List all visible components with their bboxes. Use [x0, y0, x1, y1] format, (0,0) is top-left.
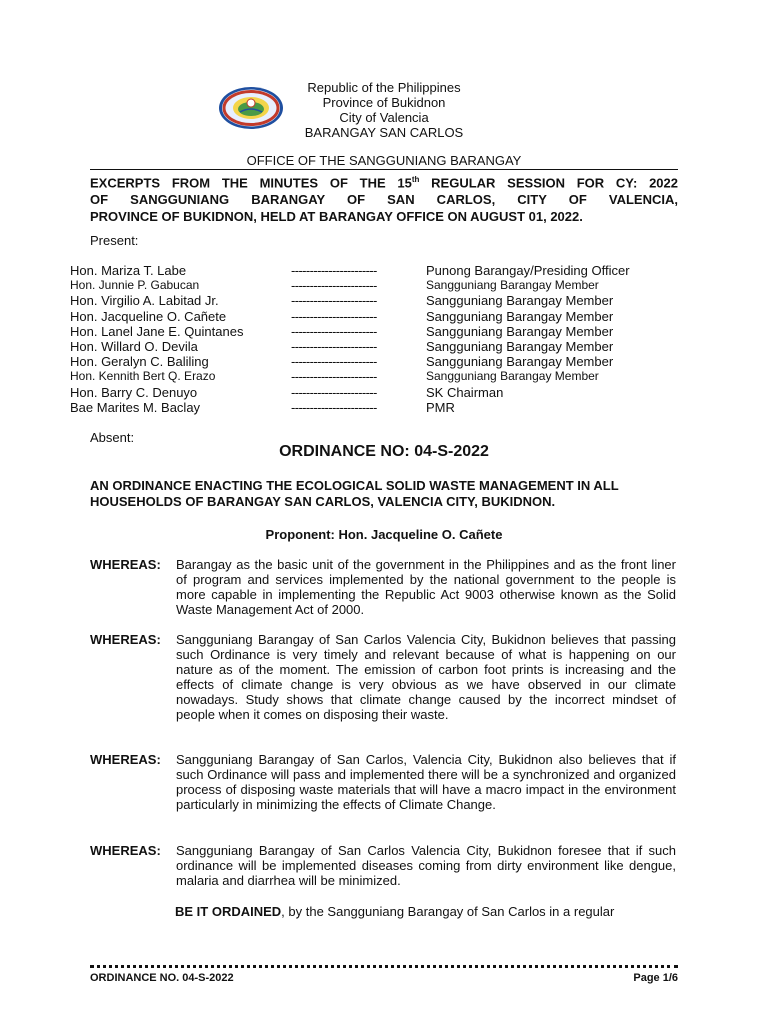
attendee-name: Hon. Willard O. Devila	[70, 339, 198, 354]
header-province: Province of Bukidnon	[322, 95, 446, 110]
attendee-role: Sangguniang Barangay Member	[426, 278, 599, 293]
absent-label: Absent:	[90, 430, 135, 445]
attendee-role: SK Chairman	[426, 384, 504, 400]
attendee-row	[70, 339, 690, 354]
attendee-dash-separator: -----------------------	[291, 399, 377, 415]
attendee-role: Sangguniang Barangay Member	[426, 308, 614, 324]
attendee-role: Sangguniang Barangay Member	[426, 323, 614, 339]
attendee-name: Hon. Barry C. Denuyo	[70, 384, 198, 400]
attendee-dash-separator: -----------------------	[291, 339, 377, 354]
footer-ordinance-no: ORDINANCE NO. 04-S-2022	[90, 972, 234, 984]
header-barangay: BARANGAY SAN CARLOS	[304, 125, 464, 140]
attendee-row	[70, 309, 690, 324]
attendee-role: Sangguniang Barangay Member	[426, 369, 599, 384]
attendee-row	[70, 354, 690, 369]
attendee-row	[70, 263, 690, 278]
attendee-name: Hon. Kennith Bert Q. Erazo	[70, 369, 216, 384]
attendee-name: Hon. Jacqueline O. Cañete	[70, 308, 227, 324]
attendee-role: Punong Barangay/Presiding Officer	[426, 263, 630, 278]
attendee-dash-separator: -----------------------	[291, 278, 377, 294]
whereas-label-1: WHEREAS:	[90, 557, 161, 572]
whereas-word: WHEREAS	[90, 557, 157, 572]
ordained-text: , by the Sangguniang Barangay of San Carlos in a regular	[281, 904, 615, 919]
attendee-row	[70, 293, 690, 308]
attendee-name: Hon. Mariza T. Labe	[70, 263, 187, 278]
whereas-clause-4	[176, 843, 676, 888]
whereas-clause-2	[176, 632, 676, 722]
attendee-role: PMR	[426, 399, 455, 415]
attendee-row	[70, 278, 690, 293]
excerpt-line-1b: REGULAR SESSION FOR CY: 2022	[419, 175, 678, 191]
whereas-word: WHEREAS	[90, 752, 157, 767]
attendee-role: Sangguniang Barangay Member	[426, 339, 614, 354]
whereas-text-3: Sangguniang Barangay of San Carlos, Valencia City, Bukidnon also believes that if such Ordinance will pass and implemented there will be a synchronized and organized process of disposing waste materials that will have a macro impact in the environment particularly in minimizing the effects of Climate Change.	[176, 752, 676, 812]
attendee-row	[70, 369, 690, 384]
footer-divider	[90, 965, 678, 968]
present-label: Present:	[90, 233, 139, 248]
proponent: Proponent: Hon. Jacqueline O. Cañete	[265, 527, 503, 542]
attendee-name: Hon. Geralyn C. Baliling	[70, 354, 209, 370]
whereas-clause-3	[176, 752, 676, 812]
excerpt-sup: th	[411, 175, 420, 184]
excerpt-line-3: PROVINCE OF BUKIDNON, HELD AT BARANGAY OFFICE ON AUGUST 01, 2022.	[90, 209, 583, 225]
whereas-label-2: WHEREAS:	[90, 632, 161, 647]
attendee-role: Sangguniang Barangay Member	[426, 293, 614, 309]
attendee-dash-separator: -----------------------	[291, 308, 377, 324]
attendee-name: Bae Marites M. Baclay	[70, 399, 201, 415]
attendee-row	[70, 385, 690, 400]
attendee-name: Hon. Virgilio A. Labitad Jr.	[70, 293, 219, 309]
office-title: OFFICE OF THE SANGGUNIANG BARANGAY	[246, 153, 522, 168]
attendee-name: Hon. Junnie P. Gabucan	[70, 278, 200, 293]
excerpt-line-1	[90, 171, 678, 191]
header-republic: Republic of the Philippines	[307, 80, 461, 95]
attendee-dash-separator: -----------------------	[291, 323, 377, 339]
whereas-text-1: Barangay as the basic unit of the government in the Philippines and as the front liner of program and services implemented by the national government to the people is more capable in implementing the Republic Act 9003 otherwise known as the Solid Waste Management Act of 2000.	[176, 557, 676, 617]
footer-page-number: Page 1/6	[633, 972, 678, 984]
whereas-label-3: WHEREAS:	[90, 752, 161, 767]
attendee-dash-separator: -----------------------	[291, 384, 377, 400]
attendee-name: Hon. Lanel Jane E. Quintanes	[70, 323, 244, 339]
whereas-label-4: WHEREAS:	[90, 843, 161, 858]
attendee-dash-separator: -----------------------	[291, 354, 377, 370]
whereas-clause-1	[176, 557, 676, 617]
attendee-dash-separator: -----------------------	[291, 293, 377, 309]
attendee-row	[70, 400, 690, 415]
be-it-ordained	[175, 904, 677, 920]
whereas-text-4: Sangguniang Barangay of San Carlos Valencia City, Bukidnon foresee that if such ordinance will be implemented diseases coming from dirty environment like dengue, malaria and diarrhea will be minimized.	[176, 843, 676, 888]
excerpt-line-1a: EXCERPTS FROM THE MINUTES OF THE 15	[90, 175, 412, 191]
attendee-row	[70, 324, 690, 339]
whereas-text-2: Sangguniang Barangay of San Carlos Valencia City, Bukidnon believes that passing such Ordinance is very timely and relevant because of what is happening on our nature as of the moment. The emission of carbon foot prints is increasing and the effects of climate change is very obvious as we have observed in our climate nowadays. Study shows that climate change caused by the incorrect mindset of people when it comes on disposing their waste.	[176, 632, 676, 722]
excerpt-line-2: OF SANGGUNIANG BARANGAY OF SAN CARLOS, CITY OF VALENCIA,	[90, 192, 678, 208]
attendee-dash-separator: -----------------------	[291, 263, 377, 278]
ordained-bold: BE IT ORDAINED	[175, 904, 282, 919]
header-city: City of Valencia	[339, 110, 429, 125]
ordinance-title: AN ORDINANCE ENACTING THE ECOLOGICAL SOLID WASTE MANAGEMENT IN ALL HOUSEHOLDS OF BARANGAY SAN CARLOS, VALENCIA CITY, BUKIDNON.	[90, 478, 619, 509]
whereas-word: WHEREAS	[90, 632, 157, 647]
whereas-word: WHEREAS	[90, 843, 157, 858]
attendee-dash-separator: -----------------------	[291, 369, 377, 385]
header-divider	[90, 169, 678, 170]
ordinance-number: ORDINANCE NO: 04-S-2022	[279, 443, 489, 460]
attendee-role: Sangguniang Barangay Member	[426, 354, 614, 370]
excerpt-heading	[90, 171, 678, 225]
